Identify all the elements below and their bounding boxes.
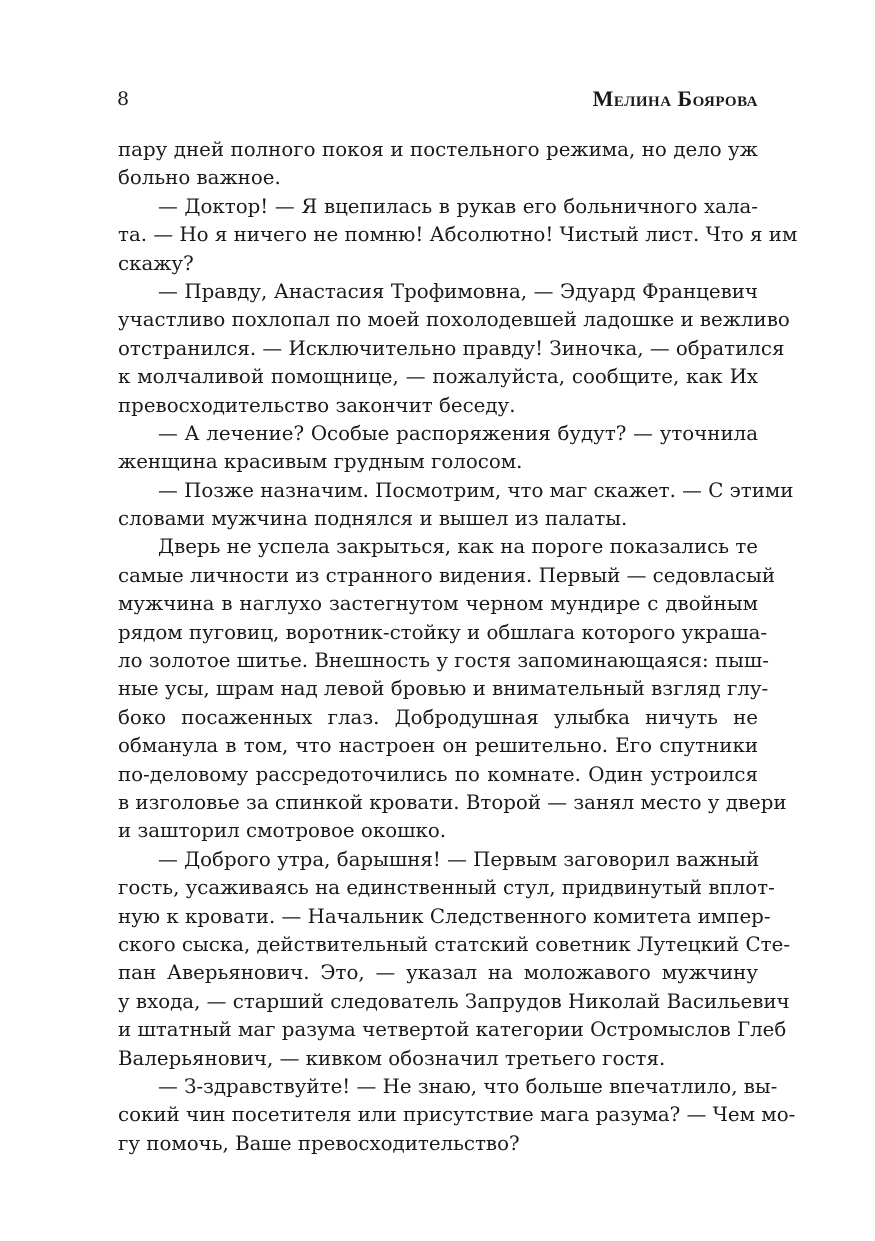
text-line: отстранился. — Исключительно правду! Зиночка, — обратился <box>118 336 785 360</box>
text-line: самые личности из странного видения. Первый — седовласый <box>118 563 776 587</box>
page-number: 8 <box>117 88 130 110</box>
text-line: у входа, — старший следователь Запрудов Николай Васильевич <box>118 989 790 1013</box>
text-line: рядом пуговиц, воротник-стойку и обшлага которого украша- <box>118 620 768 644</box>
text-line: боко посаженных глаз. Добродушная улыбка ничуть не <box>118 705 758 729</box>
text-line: участливо похлопал по моей похолодевшей ладошке и вежливо <box>118 308 790 332</box>
text-line: словами мужчина поднялся и вышел из палаты. <box>118 507 628 531</box>
text-line: пан Аверьянович. Это, — указал на моложавого мужчину <box>118 961 758 985</box>
text-line: — А лечение? Особые распоряжения будут? — уточнила <box>158 421 758 445</box>
text-line: сокий чин посетителя или присутствие мага разума? — Чем мо- <box>118 1103 796 1127</box>
text-line: ского сыска, действительный статский советник Лутецкий Сте- <box>118 932 791 956</box>
text-line: ло золотое шитье. Внешность у гостя запоминающаяся: пыш- <box>118 649 769 673</box>
running-head-author: Мелина Боярова <box>592 86 758 111</box>
text-line: ные усы, шрам над левой бровью и внимательный взгляд глу- <box>118 677 769 701</box>
text-line: превосходительство закончит беседу. <box>118 393 516 417</box>
text-line: в изголовье за спинкой кровати. Второй — занял место у двери <box>118 790 787 814</box>
text-line: — Доброго утра, барышня! — Первым заговорил важный <box>158 847 760 871</box>
text-line: — Правду, Анастасия Трофимовна, — Эдуард Францевич <box>158 279 758 303</box>
body-text <box>118 136 798 1158</box>
text-line: пару дней полного покоя и постельного режима, но дело уж <box>118 138 758 161</box>
text-line: обманула в том, что настроен он решительно. Его спутники <box>118 734 758 758</box>
text-line: — Позже назначим. Посмотрим, что маг скажет. — С этими <box>158 478 794 502</box>
text-line: — З-здравствуйте! — Не знаю, что больше впечатлило, вы- <box>158 1074 778 1098</box>
text-line: гость, усаживаясь на единственный стул, придвинутый вплот- <box>118 876 775 900</box>
text-line: Дверь не успела закрыться, как на пороге показались те <box>158 535 758 559</box>
text-line: гу помочь, Ваше превосходительство? <box>118 1131 520 1155</box>
text-line: Валерьянович, — кивком обозначил третьего гостя. <box>118 1046 666 1070</box>
text-line: — Доктор! — Я вцепилась в рукав его больничного хала- <box>158 194 758 218</box>
text-line: ную к кровати. — Начальник Следственного комитета импер- <box>118 904 771 928</box>
text-line: и штатный маг разума четвертой категории Остромыслов Глеб <box>118 1018 787 1042</box>
text-line: к молчаливой помощнице, — пожалуйста, сообщите, как Их <box>118 365 758 389</box>
text-line: женщина красивым грудным голосом. <box>118 450 523 474</box>
text-line: мужчина в наглухо застегнутом черном мундире с двойным <box>118 592 758 616</box>
text-line: больно важное. <box>118 166 281 190</box>
text-line: по-деловому рассредоточились по комнате. Один устроился <box>118 762 758 786</box>
text-line: и зашторил смотровое окошко. <box>118 819 447 843</box>
text-line: та. — Но я ничего не помню! Абсолютно! Чистый лист. Что я им <box>118 223 798 247</box>
text-line: скажу? <box>118 251 194 275</box>
